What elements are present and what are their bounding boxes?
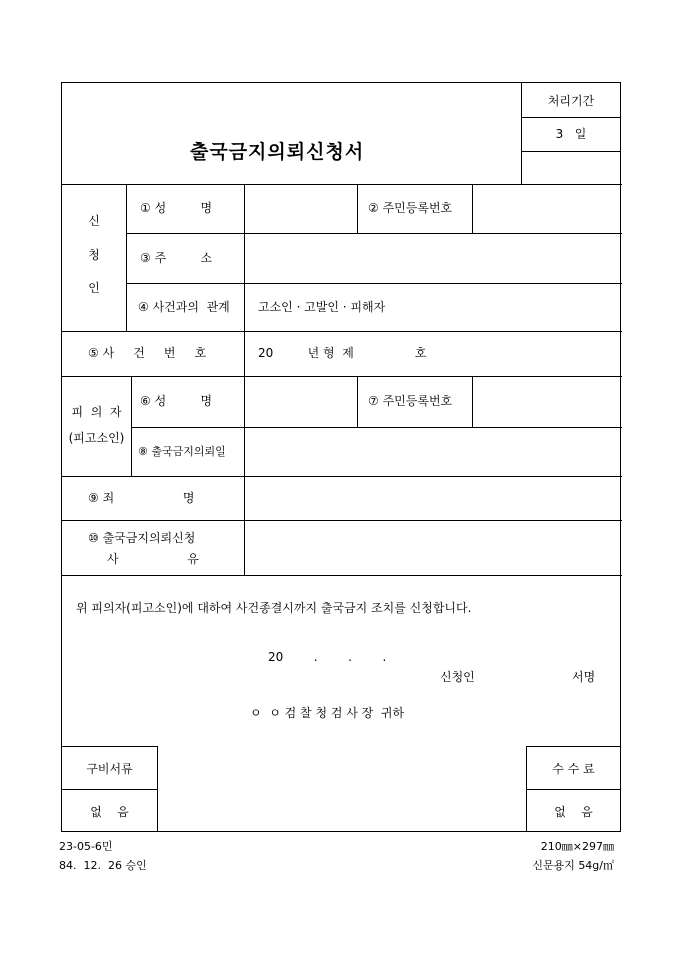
divider — [157, 746, 158, 832]
addressee: ㅇ ㅇ 검 찰 청 검 사 장 귀하 — [250, 706, 405, 720]
suspect-section-label: 피 의 자 — [71, 405, 122, 419]
applicant-section-label-3: 인 — [88, 281, 100, 295]
attachments-label: 구비서류 — [86, 762, 133, 776]
divider — [126, 184, 127, 331]
fee-label: 수 수 료 — [552, 762, 595, 776]
applicant-name-label: ① 성 명 — [140, 201, 213, 215]
form-code: 23-05-6민 — [59, 840, 113, 853]
form-title: 출국금지의뢰신청서 — [190, 141, 365, 163]
approval-date: 84. 12. 26 승인 — [59, 859, 147, 872]
divider — [62, 789, 157, 790]
applicant-id-label: ② 주민등록번호 — [368, 201, 453, 215]
processing-period-label: 처리기간 — [547, 94, 595, 108]
divider — [526, 746, 527, 832]
divider — [62, 520, 622, 521]
case-number-label: ⑤ 사 건 번 호 — [88, 346, 207, 360]
applicant-section-label-1: 신 — [88, 214, 100, 228]
declaration-statement: 위 피의자(피고소인)에 대하여 사건종결시까지 출국금지 조치를 신청합니다. — [76, 601, 472, 615]
application-form — [61, 82, 621, 832]
ban-date-label: ⑧ 출국금지의뢰일 — [138, 445, 226, 458]
divider — [526, 789, 621, 790]
applicant-section-label-2: 청 — [88, 248, 100, 262]
relation-label: ④ 사건과의 관계 — [138, 300, 230, 314]
crime-label: ⑨ 죄 명 — [88, 491, 195, 505]
divider — [62, 476, 622, 477]
attachments-value: 없 음 — [90, 805, 129, 819]
divider — [472, 184, 473, 233]
case-number-value: 20 년 형 제 호 — [258, 346, 427, 360]
divider — [521, 151, 621, 152]
divider — [131, 376, 132, 476]
divider — [126, 283, 622, 284]
divider — [62, 331, 622, 332]
divider — [62, 746, 157, 747]
suspect-id-label: ⑦ 주민등록번호 — [368, 394, 453, 408]
divider — [62, 575, 622, 576]
suspect-name-label: ⑥ 성 명 — [140, 394, 213, 408]
reason-label-line1: ⑩ 출국금지의뢰신청 — [88, 531, 196, 545]
signature-label: 서명 — [572, 670, 596, 684]
declaration-date: 20 . . . — [268, 650, 387, 664]
fee-value: 없 음 — [554, 805, 593, 819]
divider — [521, 117, 621, 118]
divider — [357, 184, 358, 233]
divider — [62, 376, 622, 377]
applicant-address-label: ③ 주 소 — [140, 251, 213, 265]
divider — [472, 376, 473, 427]
divider — [244, 331, 245, 376]
suspect-section-sub: (피고소인) — [68, 431, 125, 445]
applicant-sign-label: 신청인 — [440, 670, 475, 684]
divider — [244, 376, 245, 476]
divider — [357, 376, 358, 427]
divider — [244, 476, 245, 575]
divider — [244, 184, 245, 331]
reason-label-line2: 사 유 — [107, 552, 199, 566]
paper-type: 신문용지 54g/㎡ — [532, 859, 614, 872]
divider — [526, 746, 621, 747]
relation-value: 고소인 · 고발인 · 피해자 — [258, 300, 386, 314]
divider — [126, 233, 622, 234]
divider — [62, 184, 622, 185]
divider — [131, 427, 622, 428]
paper-size: 210㎜×297㎜ — [540, 840, 614, 853]
processing-period-value: 3 일 — [555, 127, 587, 141]
